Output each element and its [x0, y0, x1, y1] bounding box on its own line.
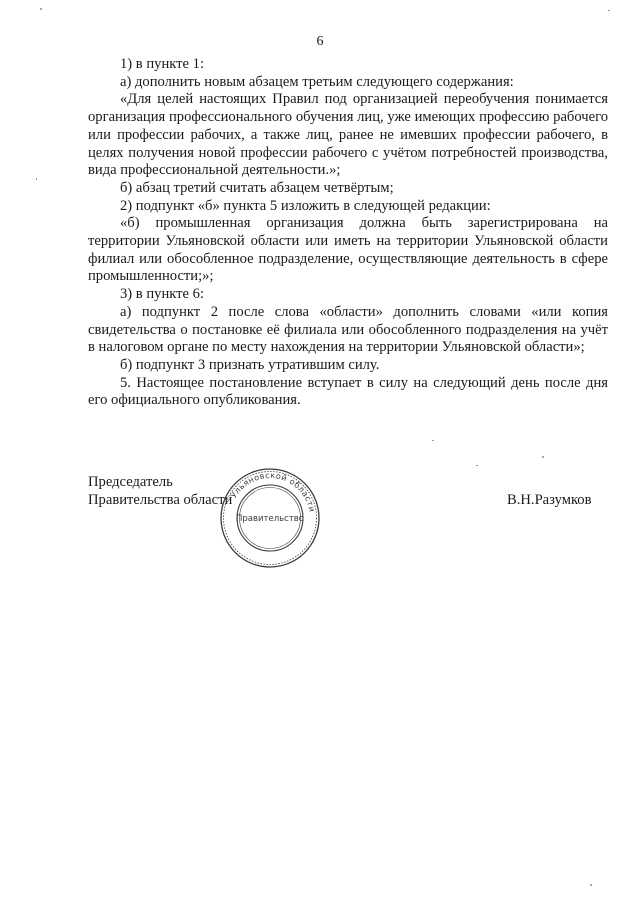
- scan-speck: [40, 8, 42, 10]
- signature-title-line2: Правительства области: [88, 491, 233, 508]
- signature-title-line1: Председатель: [88, 474, 173, 490]
- scan-speck: [608, 10, 610, 11]
- paragraph: а) дополнить новым абзацем третьим следующего содержания:: [120, 73, 514, 90]
- paragraph: «б) промышленная организация должна быть зарегистрирована на территории Ульяновской области или иметь на территории Ульяновской области филиал или обособленное подразделение, осуществляющие деятельность в сфере промышленности;»;: [88, 215, 608, 285]
- paragraph: 3) в пункте 6:: [120, 286, 205, 303]
- scan-speck: [476, 465, 478, 466]
- paragraph: а) подпункт 2 после слова «области» дополнить словами «или копия свидетельства о постановке её филиала или обособленного подразделения на учёт в налоговом органе по месту нахождения на территории Ульяновской области»;: [88, 303, 608, 356]
- page-number: 6: [316, 34, 324, 49]
- paragraph: 2) подпункт «б» пункта 5 изложить в следующей редакции:: [120, 197, 491, 214]
- scan-speck: [432, 440, 434, 441]
- scan-speck: [590, 884, 592, 886]
- seal-ring-text: Ульяновской области: [228, 470, 317, 513]
- paragraph: 5. Настоящее постановление вступает в силу на следующий день после дня его официального опубликования.: [88, 374, 608, 409]
- paragraph: б) абзац третий считать абзацем четвёртым;: [120, 179, 394, 196]
- signatory-name: В.Н.Разумков: [507, 492, 592, 508]
- seal-center-text: Правительство: [236, 514, 304, 524]
- paragraph: «Для целей настоящих Правил под организацией переобучения понимается организация профессионального обучения лиц, уже имеющих профессию рабочего или профессии рабочих, а также лиц, ранее не имевших профессии рабочего, в целях получения новой профессии рабочего с учётом потребностей производства, вида профессиональной деятельности.»;: [88, 91, 608, 179]
- scan-speck: [542, 456, 544, 458]
- paragraph: 1) в пункте 1:: [120, 56, 205, 72]
- signature-title: [88, 474, 232, 509]
- document-body: [88, 56, 608, 410]
- paragraph: б) подпункт 3 признать утратившим силу.: [120, 356, 380, 373]
- scan-speck: [36, 178, 37, 180]
- official-seal: [218, 466, 322, 570]
